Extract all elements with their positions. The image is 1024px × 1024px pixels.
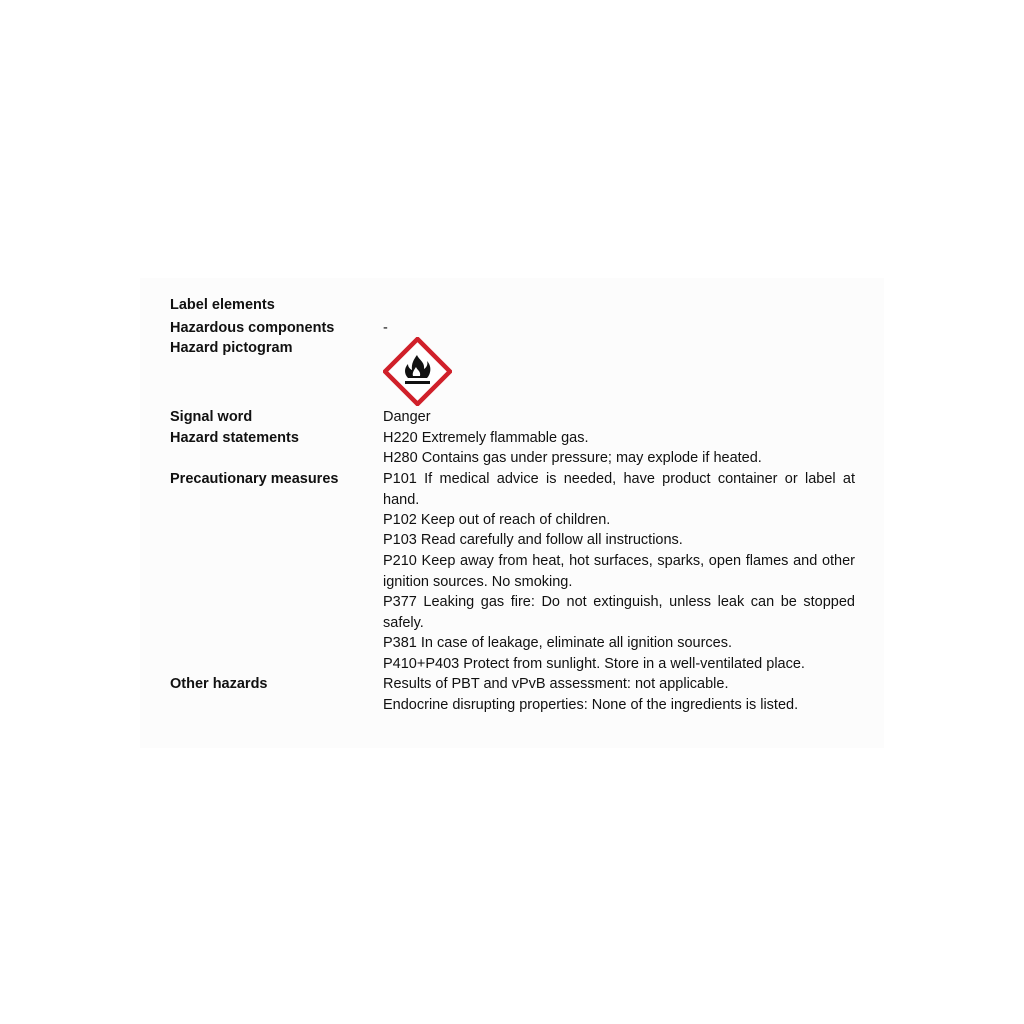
- precautionary-p210: P210 Keep away from heat, hot surfaces, sparks, open flames and other ignition sources. No smoking.: [383, 553, 855, 590]
- signal-word-value: Danger: [383, 409, 431, 425]
- precautionary-p102: P102 Keep out of reach of children.: [383, 512, 611, 528]
- precautionary-p377: P377 Leaking gas fire: Do not extinguish, unless leak can be stopped safely.: [383, 594, 855, 631]
- precautionary-p101: P101 If medical advice is needed, have product container or label at hand.: [383, 471, 855, 508]
- signal-word-label: Signal word: [170, 409, 253, 425]
- precautionary-measures-label: Precautionary measures: [170, 471, 339, 487]
- other-hazards-label: Other hazards: [170, 676, 268, 692]
- precautionary-p103: P103 Read carefully and follow all instructions.: [383, 532, 683, 548]
- other-hazard-pbt: Results of PBT and vPvB assessment: not applicable.: [383, 676, 729, 692]
- hazard-pictogram-label: Hazard pictogram: [170, 340, 293, 356]
- precautionary-p381: P381 In case of leakage, eliminate all ignition sources.: [383, 635, 733, 651]
- hazard-statements-label: Hazard statements: [170, 430, 299, 446]
- hazard-statement-h220: H220 Extremely flammable gas.: [383, 430, 589, 446]
- other-hazard-endocrine: Endocrine disrupting properties: None of the ingredients is listed.: [383, 697, 799, 713]
- hazardous-components-label: Hazardous components: [170, 320, 335, 336]
- flame-pictogram-icon: [383, 337, 452, 406]
- hazardous-components-value: -: [383, 320, 388, 336]
- hazard-statement-h280: H280 Contains gas under pressure; may explode if heated.: [383, 450, 762, 466]
- section-title: Label elements: [170, 297, 275, 313]
- precautionary-p410-p403: P410+P403 Protect from sunlight. Store in a well-ventilated place.: [383, 656, 805, 672]
